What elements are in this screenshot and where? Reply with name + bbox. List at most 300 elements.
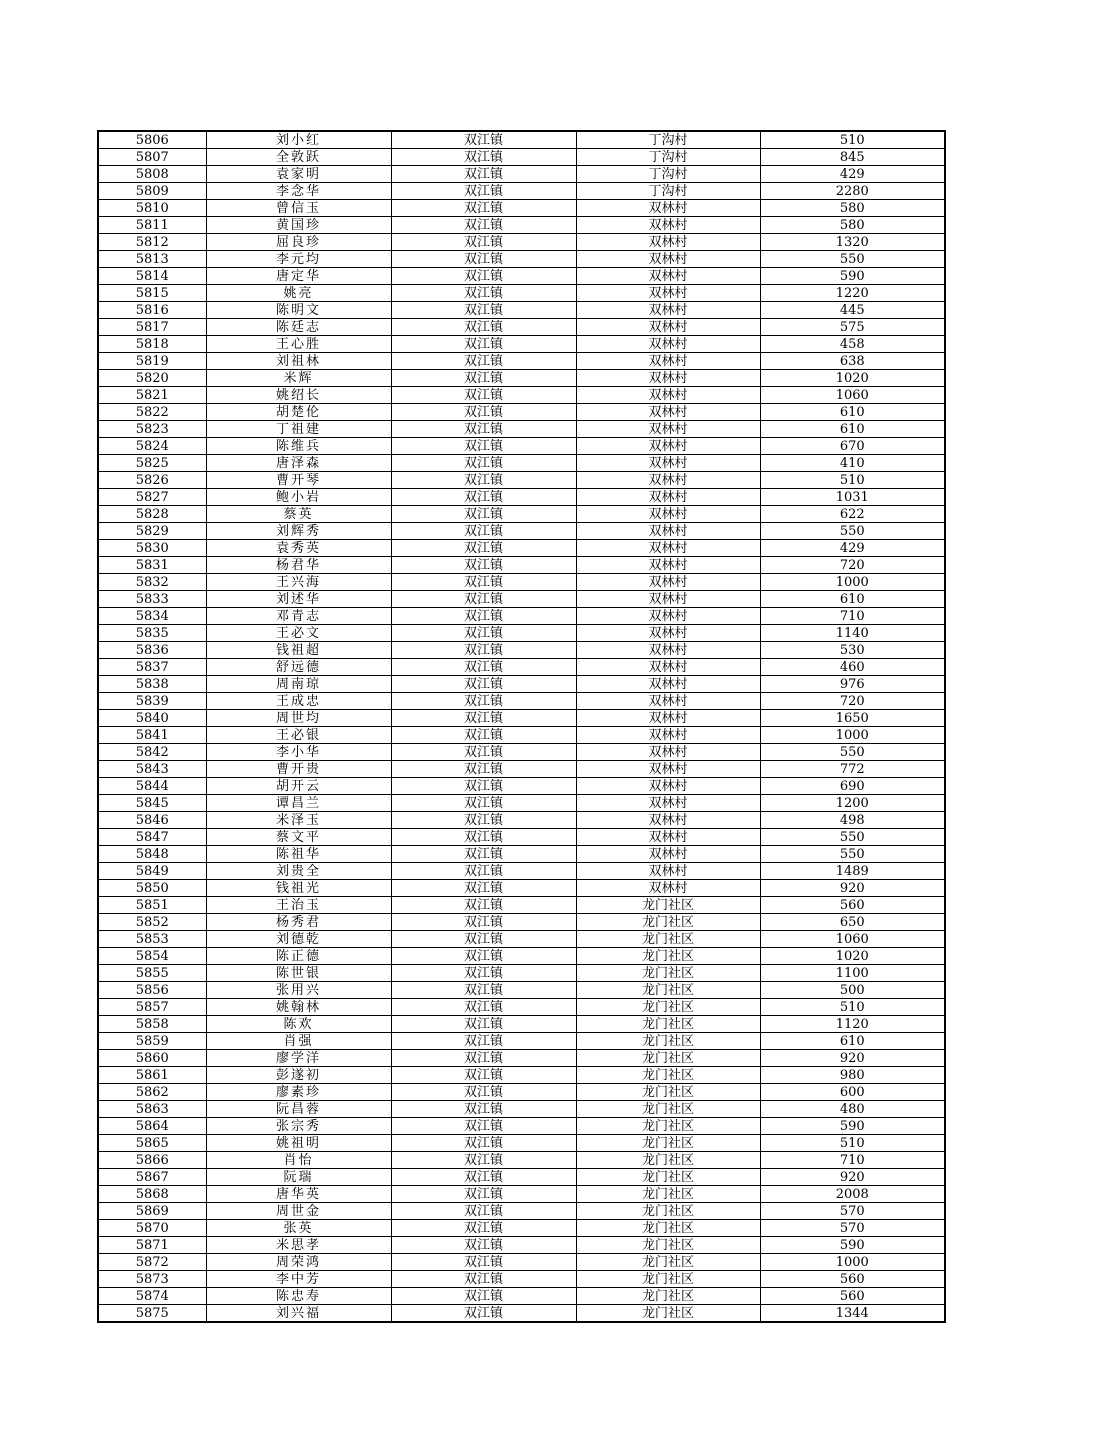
village-cell: 双林村 [576, 812, 760, 829]
row-number-cell: 5827 [98, 489, 206, 506]
village-cell: 双林村 [576, 591, 760, 608]
village-cell: 双林村 [576, 285, 760, 302]
row-number-cell: 5829 [98, 523, 206, 540]
amount-cell: 1031 [760, 489, 945, 506]
name-cell: 米辉 [206, 370, 391, 387]
village-cell: 双林村 [576, 353, 760, 370]
town-cell: 双江镇 [391, 778, 576, 795]
table-row [98, 999, 945, 1016]
table-row [98, 778, 945, 795]
town-cell: 双江镇 [391, 591, 576, 608]
row-number-cell: 5821 [98, 387, 206, 404]
row-number-cell: 5839 [98, 693, 206, 710]
table-row [98, 302, 945, 319]
row-number-cell: 5844 [98, 778, 206, 795]
town-cell: 双江镇 [391, 319, 576, 336]
name-cell: 陈维兵 [206, 438, 391, 455]
row-number-cell: 5859 [98, 1033, 206, 1050]
name-cell: 王兴海 [206, 574, 391, 591]
row-number-cell: 5820 [98, 370, 206, 387]
village-cell: 龙门社区 [576, 1033, 760, 1050]
amount-cell: 670 [760, 438, 945, 455]
name-cell: 陈正德 [206, 948, 391, 965]
village-cell: 双林村 [576, 234, 760, 251]
name-cell: 王治玉 [206, 897, 391, 914]
village-cell: 双林村 [576, 336, 760, 353]
name-cell: 张英 [206, 1220, 391, 1237]
name-cell: 周荣鸿 [206, 1254, 391, 1271]
table-row [98, 1101, 945, 1118]
row-number-cell: 5874 [98, 1288, 206, 1305]
village-cell: 丁沟村 [576, 131, 760, 149]
row-number-cell: 5860 [98, 1050, 206, 1067]
amount-cell: 1344 [760, 1305, 945, 1323]
row-number-cell: 5811 [98, 217, 206, 234]
name-cell: 彭遂初 [206, 1067, 391, 1084]
table-row [98, 574, 945, 591]
row-number-cell: 5830 [98, 540, 206, 557]
amount-cell: 429 [760, 540, 945, 557]
amount-cell: 622 [760, 506, 945, 523]
row-number-cell: 5857 [98, 999, 206, 1016]
amount-cell: 560 [760, 897, 945, 914]
row-number-cell: 5833 [98, 591, 206, 608]
town-cell: 双江镇 [391, 1084, 576, 1101]
amount-cell: 550 [760, 251, 945, 268]
village-cell: 双林村 [576, 472, 760, 489]
row-number-cell: 5817 [98, 319, 206, 336]
name-cell: 蔡文平 [206, 829, 391, 846]
table-row [98, 1152, 945, 1169]
table-row [98, 897, 945, 914]
row-number-cell: 5867 [98, 1169, 206, 1186]
amount-cell: 2008 [760, 1186, 945, 1203]
village-cell: 龙门社区 [576, 1067, 760, 1084]
name-cell: 袁秀英 [206, 540, 391, 557]
table-row [98, 982, 945, 999]
town-cell: 双江镇 [391, 863, 576, 880]
amount-cell: 1060 [760, 387, 945, 404]
row-number-cell: 5868 [98, 1186, 206, 1203]
table-row [98, 676, 945, 693]
row-number-cell: 5854 [98, 948, 206, 965]
table-row [98, 846, 945, 863]
town-cell: 双江镇 [391, 302, 576, 319]
table-row [98, 421, 945, 438]
name-cell: 周世均 [206, 710, 391, 727]
amount-cell: 1120 [760, 1016, 945, 1033]
row-number-cell: 5828 [98, 506, 206, 523]
table-row [98, 387, 945, 404]
table-row [98, 540, 945, 557]
amount-cell: 550 [760, 523, 945, 540]
amount-cell: 600 [760, 1084, 945, 1101]
table-row [98, 438, 945, 455]
village-cell: 龙门社区 [576, 1084, 760, 1101]
name-cell: 邓青志 [206, 608, 391, 625]
amount-cell: 510 [760, 999, 945, 1016]
town-cell: 双江镇 [391, 1169, 576, 1186]
table-row [98, 1084, 945, 1101]
row-number-cell: 5819 [98, 353, 206, 370]
name-cell: 陈欢 [206, 1016, 391, 1033]
name-cell: 姚翰林 [206, 999, 391, 1016]
row-number-cell: 5812 [98, 234, 206, 251]
town-cell: 双江镇 [391, 1067, 576, 1084]
name-cell: 钱祖超 [206, 642, 391, 659]
name-cell: 刘辉秀 [206, 523, 391, 540]
town-cell: 双江镇 [391, 404, 576, 421]
village-cell: 龙门社区 [576, 1271, 760, 1288]
village-cell: 双林村 [576, 268, 760, 285]
town-cell: 双江镇 [391, 200, 576, 217]
town-cell: 双江镇 [391, 795, 576, 812]
town-cell: 双江镇 [391, 523, 576, 540]
village-cell: 双林村 [576, 455, 760, 472]
row-number-cell: 5838 [98, 676, 206, 693]
town-cell: 双江镇 [391, 948, 576, 965]
town-cell: 双江镇 [391, 540, 576, 557]
amount-cell: 610 [760, 1033, 945, 1050]
table-row [98, 319, 945, 336]
name-cell: 唐华英 [206, 1186, 391, 1203]
table-row [98, 1220, 945, 1237]
table-row [98, 744, 945, 761]
row-number-cell: 5831 [98, 557, 206, 574]
amount-cell: 590 [760, 268, 945, 285]
town-cell: 双江镇 [391, 234, 576, 251]
name-cell: 杨秀君 [206, 914, 391, 931]
row-number-cell: 5850 [98, 880, 206, 897]
name-cell: 刘祖林 [206, 353, 391, 370]
name-cell: 胡楚伦 [206, 404, 391, 421]
row-number-cell: 5870 [98, 1220, 206, 1237]
table-row [98, 268, 945, 285]
village-cell: 龙门社区 [576, 999, 760, 1016]
name-cell: 李小华 [206, 744, 391, 761]
town-cell: 双江镇 [391, 880, 576, 897]
amount-cell: 1650 [760, 710, 945, 727]
table-row [98, 880, 945, 897]
town-cell: 双江镇 [391, 1271, 576, 1288]
village-cell: 双林村 [576, 200, 760, 217]
table-row [98, 693, 945, 710]
village-cell: 龙门社区 [576, 1016, 760, 1033]
name-cell: 米思孝 [206, 1237, 391, 1254]
town-cell: 双江镇 [391, 829, 576, 846]
name-cell: 姚亮 [206, 285, 391, 302]
village-cell: 双林村 [576, 438, 760, 455]
amount-cell: 2280 [760, 183, 945, 200]
town-cell: 双江镇 [391, 1050, 576, 1067]
town-cell: 双江镇 [391, 557, 576, 574]
town-cell: 双江镇 [391, 574, 576, 591]
town-cell: 双江镇 [391, 693, 576, 710]
amount-cell: 460 [760, 659, 945, 676]
table-row [98, 795, 945, 812]
name-cell: 廖学洋 [206, 1050, 391, 1067]
village-cell: 龙门社区 [576, 948, 760, 965]
name-cell: 李中芳 [206, 1271, 391, 1288]
row-number-cell: 5845 [98, 795, 206, 812]
table-row [98, 404, 945, 421]
amount-cell: 690 [760, 778, 945, 795]
amount-cell: 610 [760, 421, 945, 438]
name-cell: 蔡英 [206, 506, 391, 523]
row-number-cell: 5822 [98, 404, 206, 421]
amount-cell: 560 [760, 1271, 945, 1288]
village-cell: 丁沟村 [576, 183, 760, 200]
town-cell: 双江镇 [391, 846, 576, 863]
town-cell: 双江镇 [391, 268, 576, 285]
town-cell: 双江镇 [391, 285, 576, 302]
name-cell: 肖强 [206, 1033, 391, 1050]
name-cell: 陈祖华 [206, 846, 391, 863]
table-row [98, 506, 945, 523]
name-cell: 曹开贵 [206, 761, 391, 778]
village-cell: 龙门社区 [576, 1135, 760, 1152]
table-row [98, 608, 945, 625]
name-cell: 张宗秀 [206, 1118, 391, 1135]
amount-cell: 976 [760, 676, 945, 693]
name-cell: 阮瑞 [206, 1169, 391, 1186]
amount-cell: 458 [760, 336, 945, 353]
town-cell: 双江镇 [391, 472, 576, 489]
village-cell: 双林村 [576, 727, 760, 744]
amount-cell: 1000 [760, 727, 945, 744]
village-cell: 龙门社区 [576, 1220, 760, 1237]
row-number-cell: 5835 [98, 625, 206, 642]
table-row [98, 829, 945, 846]
village-cell: 双林村 [576, 608, 760, 625]
amount-cell: 550 [760, 829, 945, 846]
row-number-cell: 5840 [98, 710, 206, 727]
table-row [98, 1271, 945, 1288]
name-cell: 张用兴 [206, 982, 391, 999]
name-cell: 刘兴福 [206, 1305, 391, 1323]
name-cell: 谭昌兰 [206, 795, 391, 812]
amount-cell: 610 [760, 404, 945, 421]
village-cell: 龙门社区 [576, 1118, 760, 1135]
table-row [98, 251, 945, 268]
name-cell: 陈忠寿 [206, 1288, 391, 1305]
amount-cell: 920 [760, 1050, 945, 1067]
amount-cell: 1320 [760, 234, 945, 251]
town-cell: 双江镇 [391, 744, 576, 761]
table-row [98, 812, 945, 829]
name-cell: 陈世银 [206, 965, 391, 982]
village-cell: 双林村 [576, 846, 760, 863]
town-cell: 双江镇 [391, 370, 576, 387]
name-cell: 王心胜 [206, 336, 391, 353]
row-number-cell: 5807 [98, 149, 206, 166]
table-row [98, 1033, 945, 1050]
row-number-cell: 5853 [98, 931, 206, 948]
town-cell: 双江镇 [391, 642, 576, 659]
row-number-cell: 5865 [98, 1135, 206, 1152]
name-cell: 米泽玉 [206, 812, 391, 829]
row-number-cell: 5866 [98, 1152, 206, 1169]
town-cell: 双江镇 [391, 897, 576, 914]
table-row [98, 131, 945, 149]
amount-cell: 590 [760, 1118, 945, 1135]
table-row [98, 370, 945, 387]
town-cell: 双江镇 [391, 183, 576, 200]
town-cell: 双江镇 [391, 131, 576, 149]
village-cell: 龙门社区 [576, 1186, 760, 1203]
town-cell: 双江镇 [391, 353, 576, 370]
village-cell: 龙门社区 [576, 1152, 760, 1169]
village-cell: 龙门社区 [576, 897, 760, 914]
table-row [98, 166, 945, 183]
amount-cell: 560 [760, 1288, 945, 1305]
village-cell: 双林村 [576, 778, 760, 795]
row-number-cell: 5841 [98, 727, 206, 744]
amount-cell: 1220 [760, 285, 945, 302]
name-cell: 袁家明 [206, 166, 391, 183]
row-number-cell: 5869 [98, 1203, 206, 1220]
town-cell: 双江镇 [391, 659, 576, 676]
amount-cell: 610 [760, 591, 945, 608]
village-cell: 双林村 [576, 761, 760, 778]
amount-cell: 498 [760, 812, 945, 829]
town-cell: 双江镇 [391, 999, 576, 1016]
row-number-cell: 5856 [98, 982, 206, 999]
town-cell: 双江镇 [391, 1220, 576, 1237]
table-row [98, 285, 945, 302]
name-cell: 刘德乾 [206, 931, 391, 948]
table-row [98, 1067, 945, 1084]
town-cell: 双江镇 [391, 914, 576, 931]
table-row [98, 931, 945, 948]
table-row [98, 914, 945, 931]
row-number-cell: 5855 [98, 965, 206, 982]
table-row [98, 948, 945, 965]
table-row [98, 1237, 945, 1254]
row-number-cell: 5806 [98, 131, 206, 149]
village-cell: 龙门社区 [576, 1288, 760, 1305]
town-cell: 双江镇 [391, 931, 576, 948]
village-cell: 龙门社区 [576, 1169, 760, 1186]
town-cell: 双江镇 [391, 982, 576, 999]
table-row [98, 965, 945, 982]
town-cell: 双江镇 [391, 676, 576, 693]
amount-cell: 1489 [760, 863, 945, 880]
amount-cell: 500 [760, 982, 945, 999]
village-cell: 双林村 [576, 795, 760, 812]
town-cell: 双江镇 [391, 506, 576, 523]
village-cell: 双林村 [576, 302, 760, 319]
amount-cell: 510 [760, 1135, 945, 1152]
town-cell: 双江镇 [391, 489, 576, 506]
row-number-cell: 5873 [98, 1271, 206, 1288]
table-row [98, 1169, 945, 1186]
row-number-cell: 5826 [98, 472, 206, 489]
name-cell: 唐泽森 [206, 455, 391, 472]
name-cell: 阮昌蓉 [206, 1101, 391, 1118]
village-cell: 双林村 [576, 217, 760, 234]
table-row [98, 1118, 945, 1135]
row-number-cell: 5847 [98, 829, 206, 846]
row-number-cell: 5862 [98, 1084, 206, 1101]
town-cell: 双江镇 [391, 1118, 576, 1135]
village-cell: 双林村 [576, 404, 760, 421]
row-number-cell: 5861 [98, 1067, 206, 1084]
row-number-cell: 5834 [98, 608, 206, 625]
table-row [98, 472, 945, 489]
table-row [98, 727, 945, 744]
table-row [98, 455, 945, 472]
name-cell: 胡开云 [206, 778, 391, 795]
amount-cell: 720 [760, 693, 945, 710]
table-row [98, 217, 945, 234]
town-cell: 双江镇 [391, 149, 576, 166]
name-cell: 刘小红 [206, 131, 391, 149]
table-row [98, 149, 945, 166]
town-cell: 双江镇 [391, 625, 576, 642]
row-number-cell: 5848 [98, 846, 206, 863]
village-cell: 龙门社区 [576, 1101, 760, 1118]
row-number-cell: 5825 [98, 455, 206, 472]
amount-cell: 510 [760, 131, 945, 149]
amount-cell: 772 [760, 761, 945, 778]
village-cell: 双林村 [576, 693, 760, 710]
amount-cell: 980 [760, 1067, 945, 1084]
village-cell: 龙门社区 [576, 914, 760, 931]
name-cell: 王成忠 [206, 693, 391, 710]
town-cell: 双江镇 [391, 387, 576, 404]
table-row [98, 1203, 945, 1220]
table-row [98, 234, 945, 251]
amount-cell: 1140 [760, 625, 945, 642]
village-cell: 双林村 [576, 625, 760, 642]
village-cell: 双林村 [576, 880, 760, 897]
table-row [98, 1016, 945, 1033]
row-number-cell: 5871 [98, 1237, 206, 1254]
village-cell: 双林村 [576, 642, 760, 659]
name-cell: 黄国珍 [206, 217, 391, 234]
row-number-cell: 5849 [98, 863, 206, 880]
town-cell: 双江镇 [391, 727, 576, 744]
town-cell: 双江镇 [391, 1101, 576, 1118]
village-cell: 双林村 [576, 829, 760, 846]
name-cell: 陈廷志 [206, 319, 391, 336]
village-cell: 双林村 [576, 676, 760, 693]
name-cell: 鲍小岩 [206, 489, 391, 506]
amount-cell: 720 [760, 557, 945, 574]
row-number-cell: 5832 [98, 574, 206, 591]
table-row [98, 183, 945, 200]
row-number-cell: 5823 [98, 421, 206, 438]
table-row [98, 1186, 945, 1203]
name-cell: 肖怡 [206, 1152, 391, 1169]
name-cell: 丁祖建 [206, 421, 391, 438]
table-row [98, 1254, 945, 1271]
village-cell: 龙门社区 [576, 982, 760, 999]
table-row [98, 200, 945, 217]
name-cell: 周南琼 [206, 676, 391, 693]
amount-cell: 580 [760, 200, 945, 217]
name-cell: 曾信玉 [206, 200, 391, 217]
row-number-cell: 5863 [98, 1101, 206, 1118]
amount-cell: 920 [760, 1169, 945, 1186]
amount-cell: 1200 [760, 795, 945, 812]
amount-cell: 1060 [760, 931, 945, 948]
name-cell: 刘述华 [206, 591, 391, 608]
amount-cell: 650 [760, 914, 945, 931]
amount-cell: 570 [760, 1220, 945, 1237]
name-cell: 杨君华 [206, 557, 391, 574]
